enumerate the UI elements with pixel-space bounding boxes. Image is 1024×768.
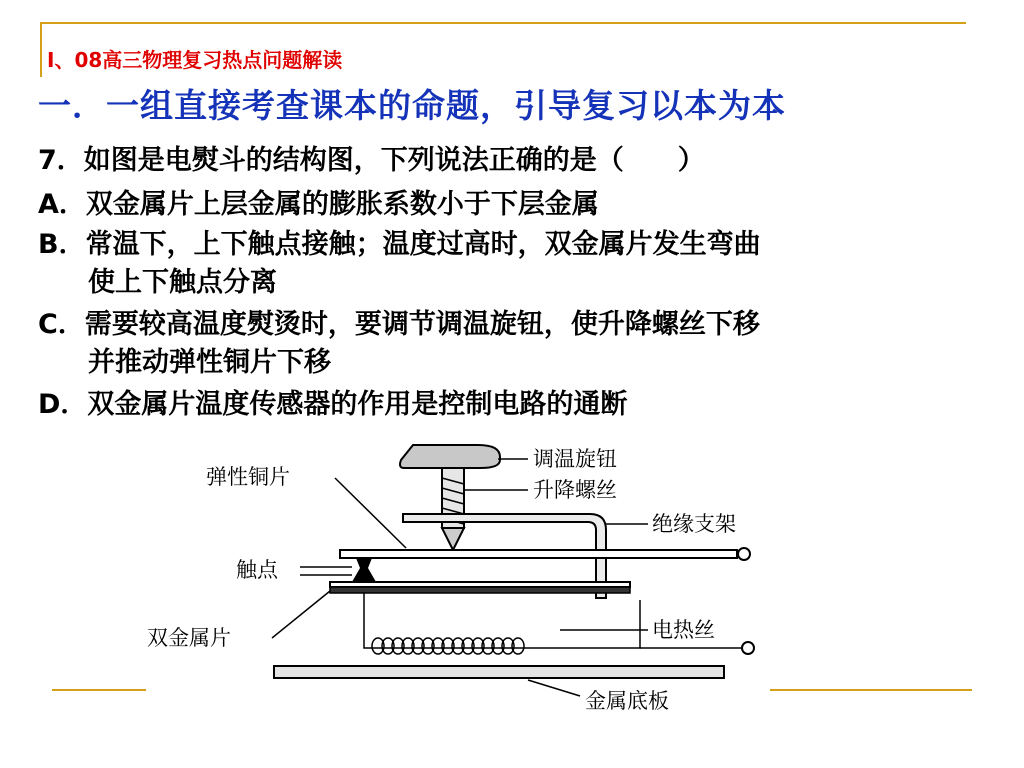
label-knob: 调温旋钮 (533, 447, 617, 471)
terminal-top (738, 548, 750, 560)
metal-base-plate (274, 666, 724, 678)
option-b-continued: 使上下触点分离 (88, 267, 277, 298)
iron-structure-diagram (140, 435, 900, 720)
label-spring: 弹性铜片 (206, 465, 290, 489)
label-heater: 电热丝 (652, 618, 715, 642)
label-bracket: 绝缘支架 (652, 512, 736, 536)
label-bimetal: 双金属片 (147, 626, 231, 650)
option-b: B．常温下，上下触点接触；温度过高时，双金属片发生弯曲 (38, 229, 761, 260)
knob-shape (400, 445, 500, 468)
top-rule (40, 22, 966, 24)
slide-headline: 一．一组直接考查课本的命题，引导复习以本为本 (38, 86, 786, 125)
label-base: 金属底板 (585, 689, 669, 713)
option-c-continued: 并推动弹性铜片下移 (88, 347, 331, 378)
screw-tip (442, 528, 464, 550)
terminal-bottom (742, 642, 754, 654)
contact-points (352, 558, 376, 582)
bimetal-lower-layer (330, 587, 630, 593)
slide-subtitle: Ⅰ、08高三物理复习热点问题解读 (47, 48, 343, 72)
label-contact: 触点 (236, 558, 278, 582)
elastic-copper-sheet (340, 550, 737, 558)
bottom-left-rule (52, 689, 146, 691)
question-stem: 7．如图是电熨斗的结构图，下列说法正确的是（ ） (38, 145, 705, 176)
heating-coil (372, 638, 524, 654)
left-rule (40, 22, 42, 77)
option-a: A．双金属片上层金属的膨胀系数小于下层金属 (38, 189, 599, 220)
option-d: D．双金属片温度传感器的作用是控制电路的通断 (38, 389, 628, 420)
option-c: C．需要较高温度熨烫时，要调节调温旋钮，使升降螺丝下移 (38, 309, 760, 340)
label-screw: 升降螺丝 (533, 478, 617, 502)
